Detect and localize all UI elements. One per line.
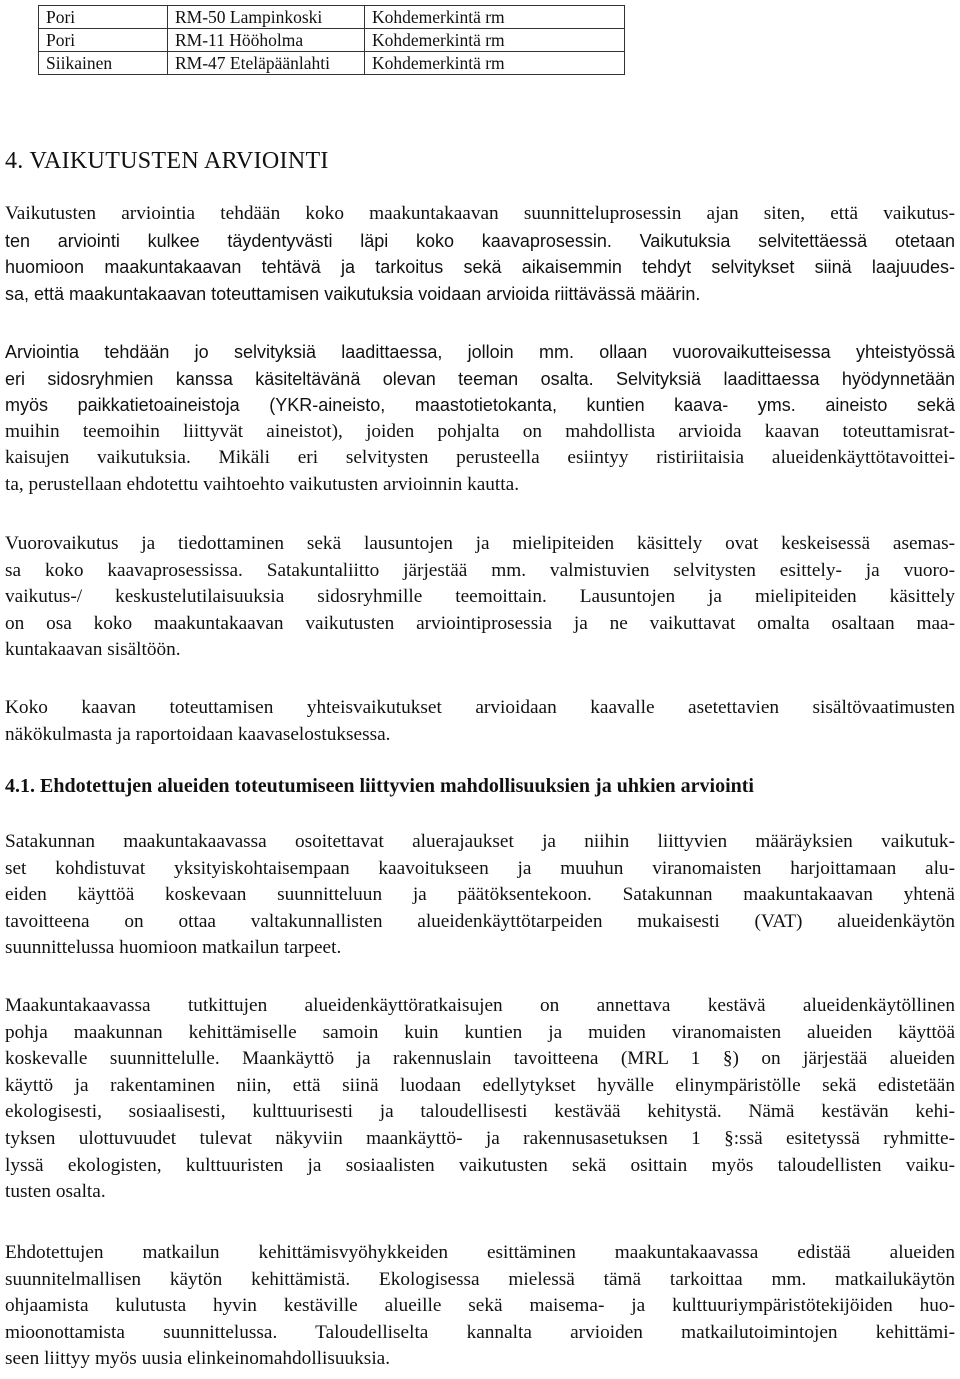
paragraph-line: ohjaamista kulutusta hyvin kestäville alueille sekä maisema- ja kulttuuriympäristötekijöiden huo- bbox=[5, 1295, 955, 1317]
section-heading: 4. VAIKUTUSTEN ARVIOINTI bbox=[5, 148, 329, 174]
paragraph-line: tavoitteena on ottaa valtakunnallisten alueidenkäyttötarpeiden mukaisesti (VAT) alueidenkäytön bbox=[5, 910, 955, 932]
paragraph-line: kuntakaavan sisältöön. bbox=[5, 639, 181, 661]
paragraph-tourism-zones bbox=[5, 1240, 955, 1373]
paragraph-assessment-intro bbox=[5, 201, 955, 307]
paragraph-line: tusten osalta. bbox=[5, 1181, 106, 1203]
paragraph-combined-effects bbox=[5, 695, 955, 748]
table-cell-municipality: Pori bbox=[39, 6, 168, 29]
table-cell-area: RM-11 Hööholma bbox=[168, 29, 365, 52]
paragraph-line: ta, perustellaan ehdotettu vaihtoehto vaikutusten arvioinnin kautta. bbox=[5, 473, 520, 495]
paragraph-sustainability bbox=[5, 993, 955, 1206]
paragraph-line: Maakuntakaavassa tutkittujen alueidenkäyttöratkaisujen on annettava kestävä alueidenkäytöllinen bbox=[5, 995, 955, 1016]
table-cell-marking: Kohdemerkintä rm bbox=[365, 52, 625, 75]
paragraph-line: seen liittyy myös uusia elinkeinomahdollisuuksia. bbox=[5, 1348, 391, 1370]
paragraph-line: suunnittelussa huomioon matkailun tarpeet. bbox=[5, 937, 342, 959]
paragraph-line: on osa koko maakuntakaavan vaikutusten arviointiprosessia ja ne vaikuttavat omalta osaltaan maa- bbox=[5, 612, 955, 634]
paragraph-line: Arviointia tehdään jo selvityksiä laadittaessa, jolloin mm. ollaan vuorovaikutteisessa yhteistyössä bbox=[5, 342, 955, 362]
paragraph-interaction bbox=[5, 531, 955, 664]
paragraph-line: käyttö ja rakentaminen niin, että siinä luodaan edellytykset hyvälle elinympäristölle sekä edistetään bbox=[5, 1074, 955, 1096]
paragraph-line: ekologisesti, sosiaalisesti, kulttuurisesti ja taloudellisesti kestävää kehitystä. Nämä kestävän kehi- bbox=[5, 1101, 955, 1123]
paragraph-line: tyksen ulottuvuudet tulevat näkyviin maankäyttö- ja rakennusasetuksen 1 §:ssä esitetyssä ryhmitte- bbox=[5, 1127, 955, 1149]
table-cell-area: RM-50 Lampinkoski bbox=[168, 6, 365, 29]
paragraph-regional-plan bbox=[5, 829, 955, 962]
subsection-heading: 4.1. Ehdotettujen alueiden toteutumiseen liittyvien mahdollisuuksien ja uhkien arviointi bbox=[5, 775, 754, 797]
paragraph-assessment-surveys bbox=[5, 339, 955, 499]
paragraph-line: eri sidosryhmien kanssa käsiteltävänä olevan teeman osalta. Selvityksiä laadittaessa hyödynnetään bbox=[5, 368, 955, 389]
paragraph-line: näkökulmasta ja raportoidaan kaavaselostuksessa. bbox=[5, 723, 391, 745]
table-cell-municipality: Siikainen bbox=[39, 52, 168, 75]
table-cell-municipality: Pori bbox=[39, 29, 168, 52]
paragraph-line: vaikutus-/ keskustelutilaisuuksia sidosryhmille teemoittain. Lausuntojen ja mielipiteiden käsittely bbox=[5, 586, 955, 608]
paragraph-line: kaisujen vaikutuksia. Mikäli eri selvitysten perusteella esiintyy ristiriitaisia alueidenkäyttötavoittei- bbox=[5, 447, 955, 469]
paragraph-line: lyssä ekologisten, kulttuuristen ja sosiaalisten vaikutusten sekä osittain myös taloudellisten vaiku- bbox=[5, 1154, 955, 1176]
paragraph-line: Vuorovaikutus ja tiedottaminen sekä lausuntojen ja mielipiteiden käsittely ovat keskeisessä asemas- bbox=[5, 533, 955, 554]
paragraph-line: suunnitelmallisen käytön kehittämistä. Ekologisessa mielessä tämä tarkoittaa mm. matkailukäytön bbox=[5, 1268, 955, 1290]
table-cell-marking: Kohdemerkintä rm bbox=[365, 29, 625, 52]
paragraph-line: set kohdistuvat yksityiskohtaisempaan kaavoitukseen ja muuhun viranomaisten harjoittamaan alu- bbox=[5, 857, 955, 879]
location-table bbox=[38, 5, 625, 75]
paragraph-line: mioonottamista suunnittelussa. Taloudelliselta kannalta arvioiden matkailutoimintojen kehittämi- bbox=[5, 1321, 955, 1343]
table-cell-area: RM-47 Eteläpäänlahti bbox=[168, 52, 365, 75]
paragraph-line: ten arviointi kulkee täydentyvästi läpi koko kaavaprosessin. Vaikutuksia selvitettäessä otetaan bbox=[5, 230, 955, 251]
table-row bbox=[39, 6, 625, 29]
paragraph-line: Vaikutusten arviointia tehdään koko maakuntakaavan suunnitteluprosessin ajan siten, että vaikutus- bbox=[5, 203, 955, 224]
table-row bbox=[39, 52, 625, 75]
table-cell-marking: Kohdemerkintä rm bbox=[365, 6, 625, 29]
paragraph-line: eiden käyttöä koskevaan suunnitteluun ja päätöksentekoon. Satakunnan maakuntakaavan yhtenä bbox=[5, 884, 955, 906]
paragraph-line: sa, että maakuntakaavan toteuttamisen vaikutuksia voidaan arvioida riittävässä määrin. bbox=[5, 283, 701, 304]
paragraph-line: huomioon maakuntakaavan tehtävä ja tarkoitus sekä aikaisemmin tehdyt selvitykset siinä laajuudes- bbox=[5, 257, 955, 278]
paragraph-line: pohja maakunnan kehittämiselle samoin kuin kuntien ja muiden viranomaisten alueiden käyttöä bbox=[5, 1021, 955, 1043]
paragraph-line: sa koko kaavaprosessissa. Satakuntaliitto järjestää mm. valmistuvien selvitysten esittely- ja vuoro- bbox=[5, 559, 955, 581]
table-row bbox=[39, 29, 625, 52]
paragraph-line: Koko kaavan toteuttamisen yhteisvaikutukset arvioidaan kaavalle asetettavien sisältövaatimusten bbox=[5, 697, 955, 718]
paragraph-line: Satakunnan maakuntakaavassa osoitettavat aluerajaukset ja niihin liittyvien määräyksien vaikutuk- bbox=[5, 831, 955, 852]
paragraph-line: myös paikkatietoaineistoja (YKR-aineisto, maastotietokanta, kuntien kaava- yms. aineisto sekä bbox=[5, 395, 955, 416]
paragraph-line: koskevalle suunnittelulle. Maankäyttö ja rakennuslain tavoitteena (MRL 1 §) on järjestää alueiden bbox=[5, 1048, 955, 1070]
paragraph-line: Ehdotettujen matkailun kehittämisvyöhykkeiden esittäminen maakuntakaavassa edistää alueiden bbox=[5, 1242, 955, 1263]
paragraph-line: muihin teemoihin liittyvät aineistot), joiden pohjalta on mahdollista arvioida kaavan toteuttamisrat- bbox=[5, 420, 955, 442]
